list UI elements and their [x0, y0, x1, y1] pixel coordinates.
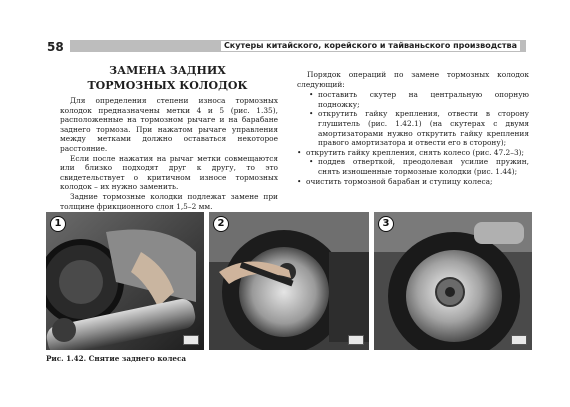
procedure-list [297, 90, 529, 186]
photo-number-badge: 3 [378, 216, 394, 232]
photo-number-badge: 2 [213, 216, 229, 232]
step-text: поддев отверткой, преодолевая усилие пружин, снять изношенные тормозные колодки (рис. 1.44); [318, 157, 529, 176]
photo-3-illustration [374, 212, 532, 350]
bullet-icon: • [309, 157, 314, 167]
page-number: 58 [47, 40, 64, 54]
procedure-step [297, 148, 529, 158]
procedure-intro: Порядок операций по замене тормозных колодок следующий: [297, 70, 529, 89]
bullet-icon: • [297, 147, 302, 157]
step-text: открутить гайку крепления, отвести в сторону глушитель (рис. 1.42.1) (на скутерах с двумя амортизаторами нужно открутить гайку крепления правого амортизатора и отвести его в сторону); [318, 109, 529, 148]
step-text: открутить гайку крепления, снять колесо (рис. 47.2–3); [306, 147, 525, 157]
publisher-logo-icon [183, 335, 199, 345]
photo-wheel-hub [374, 212, 532, 350]
paragraph: Если после нажатия на рычаг метки совмещаются или близко подходят друг к другу, то это свидетельствует о критичном износе тормозных колодок – их нужно заменить. [60, 153, 278, 192]
paragraph: Задние тормозные колодки подлежат замене при толщине фрикционного слоя 1,5–2 мм. [60, 191, 278, 211]
section-title [60, 63, 275, 93]
running-head: Скутеры китайского, корейского и тайваньского производства [221, 41, 520, 51]
figure [46, 212, 534, 362]
bullet-icon: • [309, 90, 314, 100]
left-column [60, 96, 278, 211]
section-title-line2: ТОРМОЗНЫХ КОЛОДОК [87, 79, 248, 92]
step-text: очистить тормозной барабан и ступицу колеса; [306, 176, 493, 186]
section-title-line1: ЗАМЕНА ЗАДНИХ [109, 64, 226, 77]
right-column [297, 70, 529, 186]
procedure-step [297, 177, 529, 187]
bullet-icon: • [309, 109, 314, 119]
procedure-step [309, 90, 529, 109]
publisher-logo-icon [511, 335, 527, 345]
publisher-logo-icon [348, 335, 364, 345]
photo-muffler-removal [46, 212, 204, 350]
paragraph: Для определения степени износа тормозных колодок предназначены метки 4 и 5 (рис. 1.35), расположенные на тормозном рычаге и на барабане заднего тормоза. При нажатом рычаге управления между метками должно оставаться некоторое расстояние. [60, 96, 278, 153]
bullet-icon: • [297, 176, 302, 186]
step-text: поставить скутер на центральную опорную подножку; [318, 90, 529, 109]
photo-number-badge: 1 [50, 216, 66, 232]
procedure-step [309, 109, 529, 147]
figure-caption: Рис. 1.42. Снятие заднего колеса [46, 354, 187, 363]
photo-2-illustration [209, 212, 369, 350]
photo-wheel-nut-removal [209, 212, 369, 350]
photo-1-illustration [46, 212, 204, 350]
procedure-step [309, 157, 529, 176]
